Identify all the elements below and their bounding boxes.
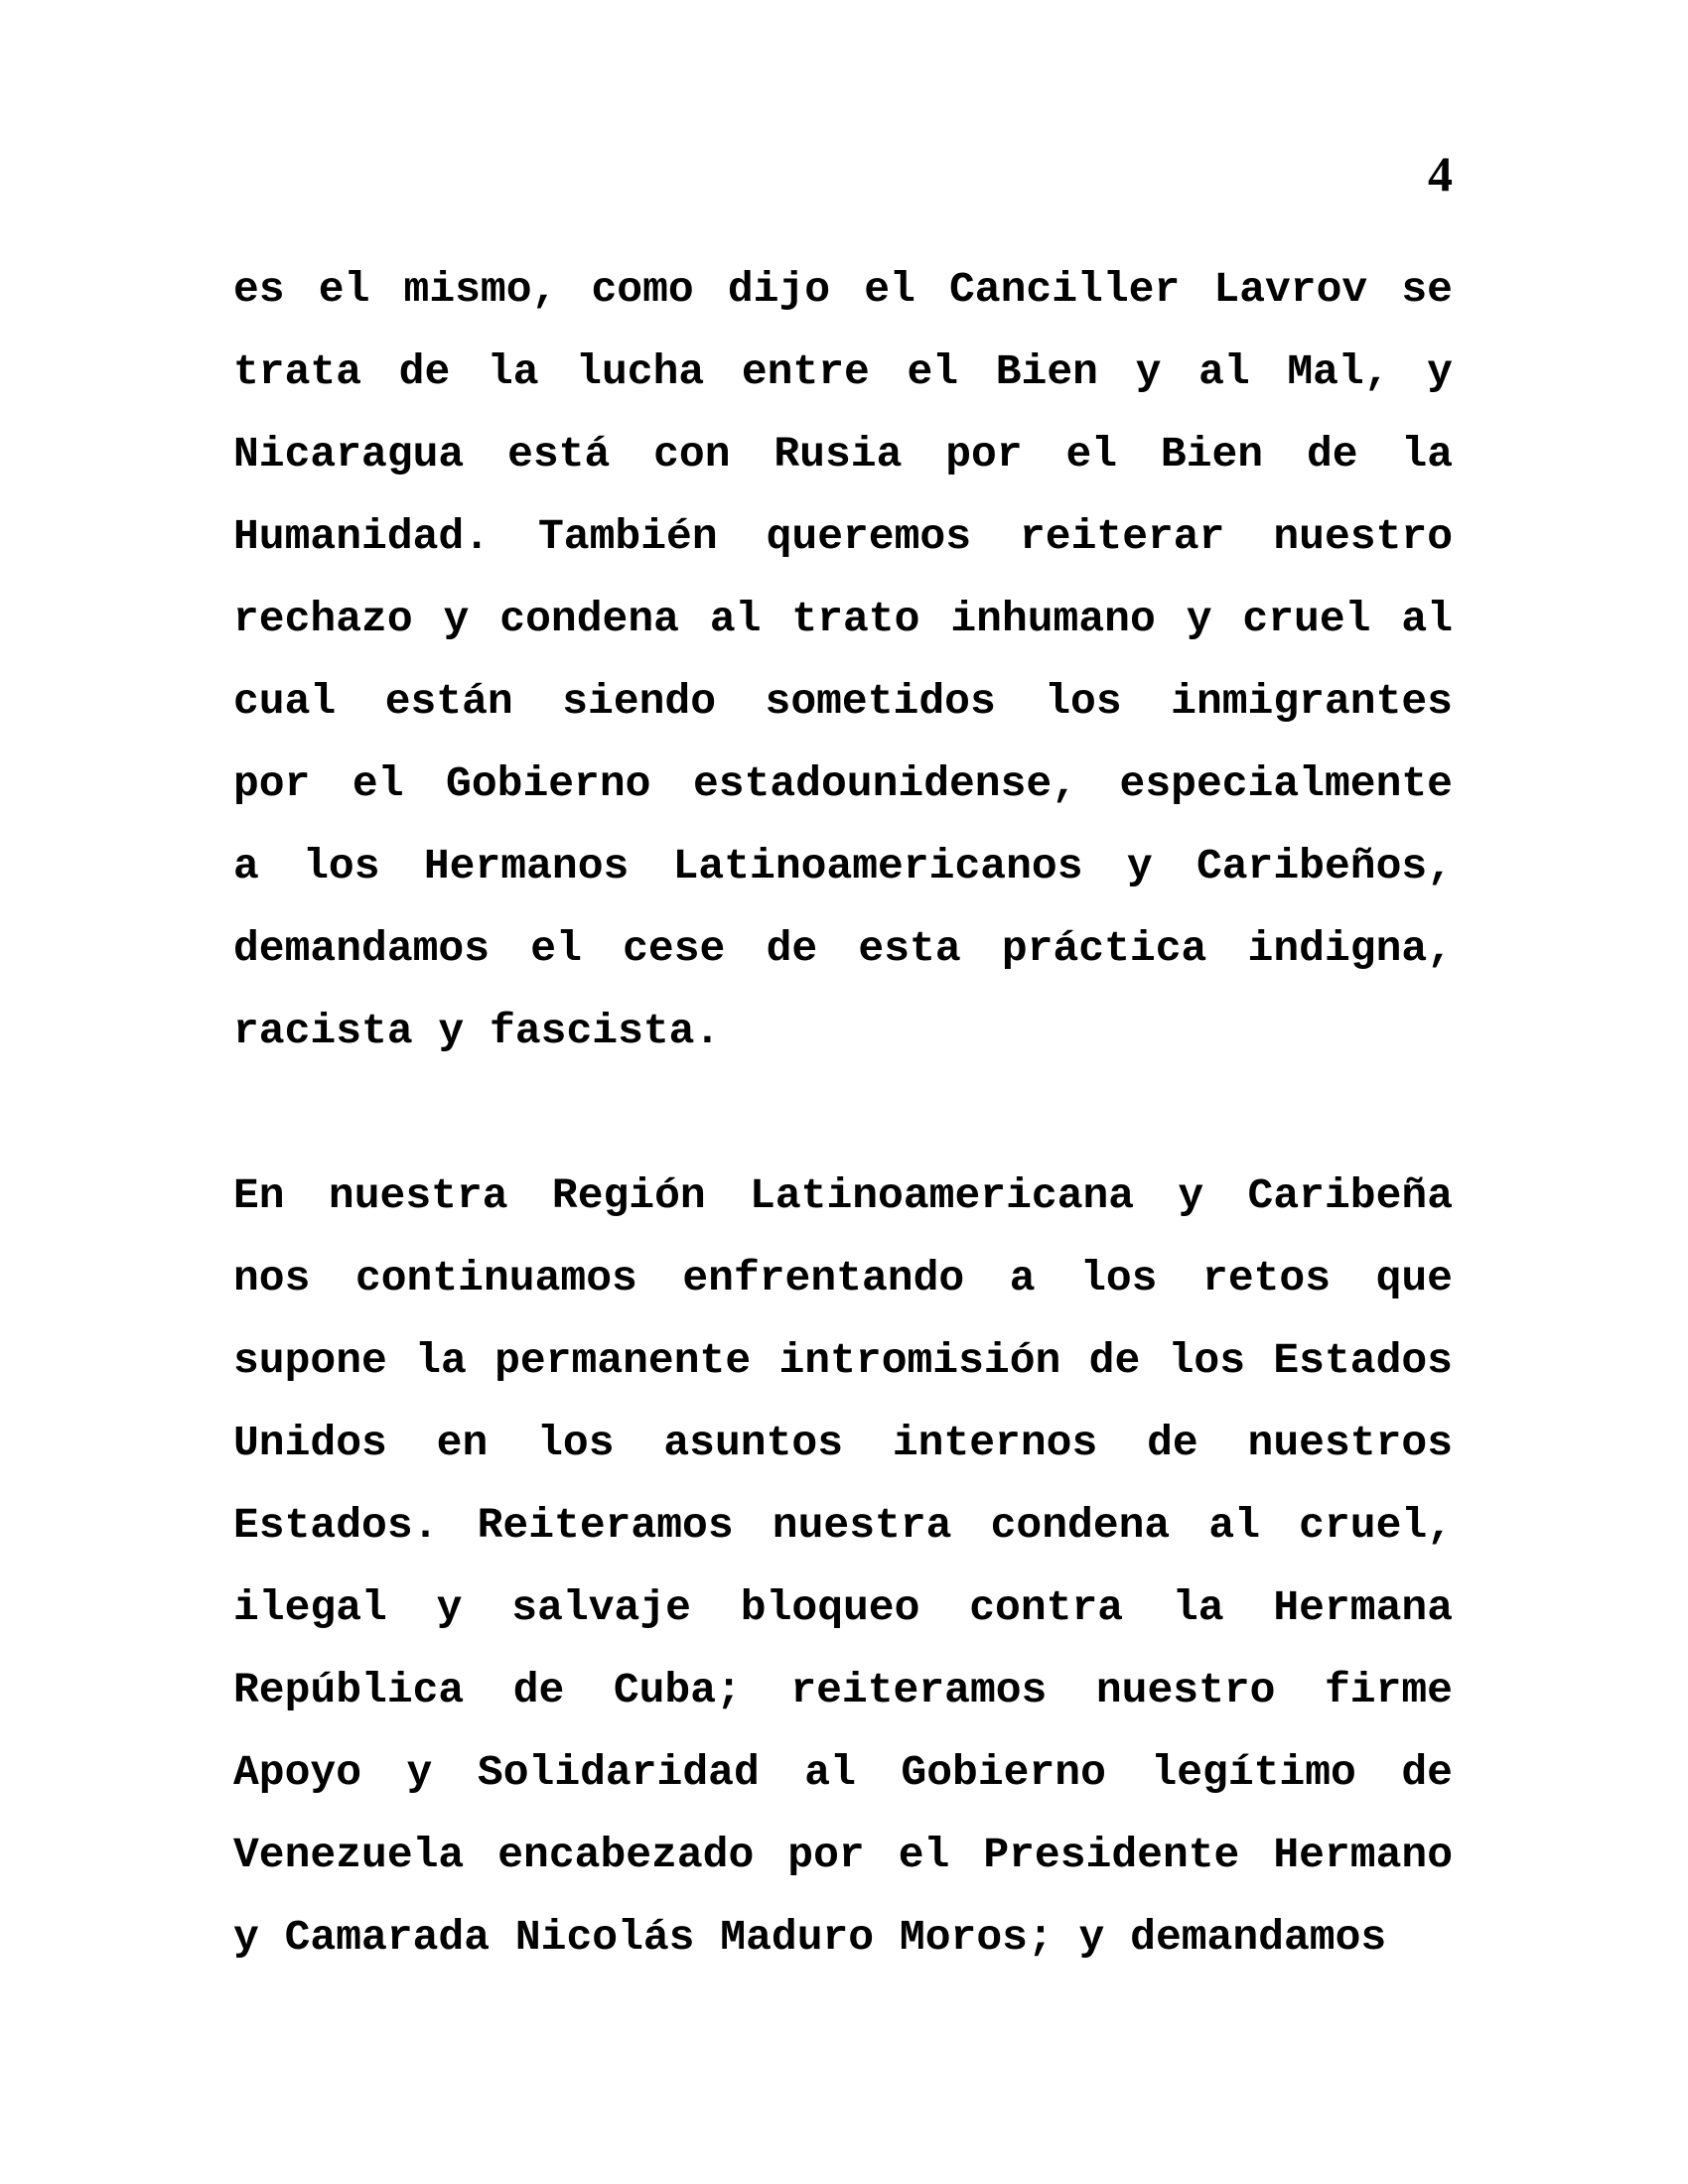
text-line: Unidos en los asuntos internos de nuestros: [233, 1419, 1453, 1467]
text-line: Venezuela encabezado por el Presidente Hermano: [233, 1831, 1453, 1879]
text-line: Humanidad. También queremos reiterar nuestro: [233, 512, 1453, 561]
text-line: nos continuamos enfrentando a los retos que: [233, 1254, 1453, 1302]
text-line: República de Cuba; reiteramos nuestro firme: [233, 1666, 1453, 1714]
text-line: y Camarada Nicolás Maduro Moros; y demandamos: [233, 1913, 1387, 1962]
text-line: es el mismo, como dijo el Canciller Lavrov se: [233, 265, 1453, 314]
text-line: Estados. Reiteramos nuestra condena al cruel,: [233, 1501, 1453, 1550]
text-line: trata de la lucha entre el Bien y al Mal, y: [233, 347, 1453, 396]
text-line: En nuestra Región Latinoamericana y Caribeña: [233, 1171, 1453, 1220]
paragraph: [233, 1155, 1453, 1979]
text-line: demandamos el cese de esta práctica indigna,: [233, 924, 1453, 973]
text-line: supone la permanente intromisión de los Estados: [233, 1336, 1453, 1385]
text-line: racista y fascista.: [233, 1007, 721, 1055]
text-line: rechazo y condena al trato inhumano y cruel al: [233, 595, 1453, 643]
text-line: a los Hermanos Latinoamericanos y Caribeños,: [233, 842, 1453, 890]
page-number: 4: [1428, 146, 1453, 202]
text-line: ilegal y salvaje bloqueo contra la Hermana: [233, 1583, 1453, 1632]
text-line: Nicaragua está con Rusia por el Bien de la: [233, 430, 1453, 478]
text-line: por el Gobierno estadounidense, especialmente: [233, 759, 1453, 808]
text-line: Apoyo y Solidaridad al Gobierno legítimo de: [233, 1748, 1453, 1797]
text-line: cual están siendo sometidos los inmigrantes: [233, 677, 1453, 726]
paragraph: [233, 248, 1453, 1072]
document-body: [233, 248, 1453, 1979]
